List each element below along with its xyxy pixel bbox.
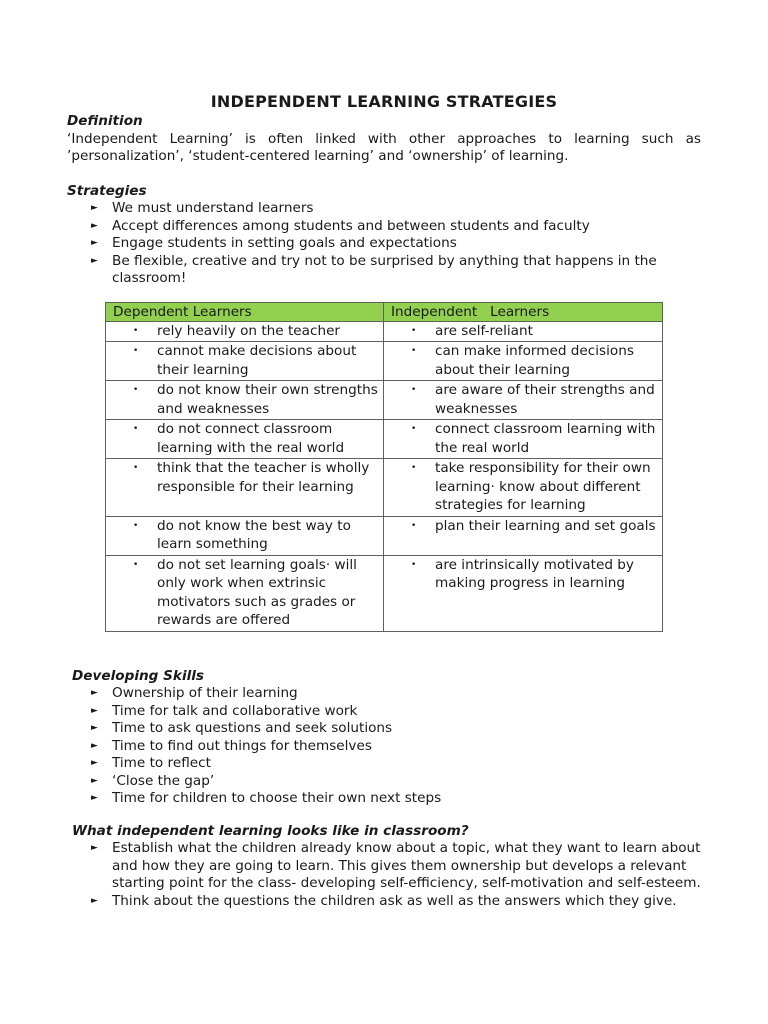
table-row — [106, 516, 663, 555]
document-page — [67, 92, 701, 910]
arrow-bullet-icon: ► — [91, 238, 98, 248]
arrow-bullet-icon: ► — [91, 255, 98, 266]
arrow-bullet-icon: ► — [91, 688, 98, 698]
dot-bullet-icon: • — [133, 463, 139, 473]
list-item: ► Ownership of their learning — [91, 685, 298, 701]
arrow-bullet-icon: ► — [91, 843, 98, 853]
table-cell: think that the teacher is wholly responsible for their learning — [157, 460, 370, 495]
dot-bullet-icon: • — [411, 520, 417, 531]
arrow-bullet-icon: ► — [91, 895, 98, 906]
dot-bullet-icon: • — [411, 346, 417, 356]
list-item: ► Time to find out things for themselves — [91, 737, 372, 754]
list-item: ► We must understand learners — [91, 200, 314, 216]
definition-heading: Definition — [67, 113, 143, 129]
dot-bullet-icon: • — [411, 424, 417, 434]
table-row — [106, 342, 663, 381]
developing-skills-heading: Developing Skills — [72, 667, 205, 684]
list-item: ► Time for talk and collaborative work — [91, 702, 358, 719]
list-item: ► Accept differences among students and between students and faculty — [91, 217, 590, 234]
developing-skills-list — [67, 685, 701, 808]
classroom-heading: What independent learning looks like in classroom? — [72, 822, 469, 839]
strategies-heading: Strategies — [67, 182, 147, 199]
list-item: ► Time for children to choose their own next steps — [91, 790, 442, 806]
table-row — [106, 555, 663, 631]
definition-text: ‘Independent Learning’ is often linked with other approaches to learning such as ’personalization’, ‘student-centered learning’ and ‘ownership’ of learning. — [67, 130, 701, 164]
dot-bullet-icon: • — [411, 385, 417, 395]
classroom-list — [67, 840, 701, 910]
table-row — [106, 321, 663, 342]
table-cell: rely heavily on the teacher — [157, 322, 341, 339]
dot-bullet-icon: • — [133, 385, 139, 395]
arrow-bullet-icon: ► — [91, 220, 98, 231]
table-cell: do not connect classroom learning with the real world — [157, 421, 345, 456]
dot-bullet-icon: • — [411, 559, 417, 570]
table-cell: cannot make decisions about their learning — [157, 343, 357, 378]
strategies-list — [67, 200, 701, 288]
table-cell: are self-reliant — [435, 322, 533, 339]
table-cell: do not know the best way to learn something — [157, 517, 351, 552]
arrow-bullet-icon: ► — [91, 203, 98, 213]
column-header-independent: Independent Learners — [384, 302, 663, 321]
list-item: ► Think about the questions the children ask as well as the answers which they give. — [91, 892, 677, 909]
arrow-bullet-icon: ► — [91, 705, 98, 716]
dot-bullet-icon: • — [133, 520, 139, 531]
table-cell: can make informed decisions about their learning — [435, 343, 634, 378]
table-cell: do not know their own strengths and weaknesses — [157, 382, 378, 417]
table-cell: connect classroom learning with the real world — [435, 421, 656, 456]
arrow-bullet-icon: ► — [91, 723, 98, 733]
list-item: ► Be flexible, creative and try not to be surprised by anything that happens in the classroom! — [91, 252, 657, 286]
arrow-bullet-icon: ► — [91, 775, 98, 786]
table-cell: are aware of their strengths and weaknesses — [435, 382, 655, 417]
arrow-bullet-icon: ► — [91, 740, 98, 751]
list-item: ► Time to reflect — [91, 755, 211, 771]
table-cell: are intrinsically motivated by making progress in learning — [435, 556, 634, 591]
list-item: ► ‘Close the gap’ — [91, 772, 215, 789]
table-row — [106, 459, 663, 517]
list-item: ► Time to ask questions and seek solutions — [91, 720, 393, 736]
list-item: ► Engage students in setting goals and expectations — [91, 235, 457, 251]
arrow-bullet-icon: ► — [91, 758, 98, 768]
list-item: ► Establish what the children already know about a topic, what they want to learn about and how they are going to learn. This gives them ownership but develops a relevant starting point for the class- developing self-efficiency, self-motivation and self-esteem. — [91, 840, 701, 891]
page-title: INDEPENDENT LEARNING STRATEGIES — [210, 92, 558, 111]
dot-bullet-icon: • — [133, 346, 139, 356]
table-cell: plan their learning and set goals — [435, 517, 656, 534]
dot-bullet-icon: • — [133, 325, 139, 336]
table-cell: take responsibility for their own learning· know about different strategies for learning — [435, 460, 651, 513]
table-header-row — [106, 302, 663, 321]
dot-bullet-icon: • — [411, 325, 417, 336]
arrow-bullet-icon: ► — [91, 793, 98, 803]
table-row — [106, 381, 663, 420]
learners-comparison-table — [105, 302, 663, 632]
column-header-dependent: Dependent Learners — [106, 302, 384, 321]
dot-bullet-icon: • — [133, 424, 139, 434]
table-cell: do not set learning goals· will only work when extrinsic motivators such as grades or rewards are offered — [157, 556, 357, 628]
dot-bullet-icon: • — [411, 463, 417, 473]
table-row — [106, 420, 663, 459]
dot-bullet-icon: • — [133, 559, 139, 570]
